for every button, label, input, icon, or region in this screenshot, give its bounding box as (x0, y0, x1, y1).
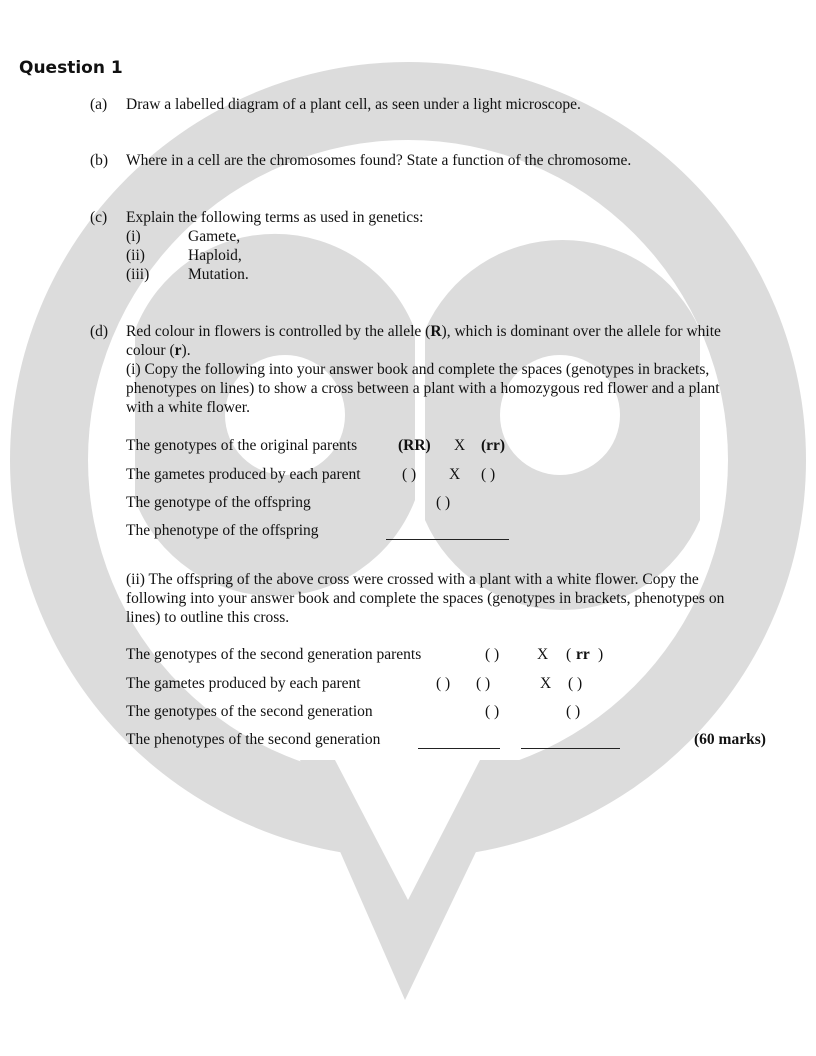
phenotype-blank-line (521, 748, 620, 749)
part-d-ii-text: (ii) The offspring of the above cross were crossed with a plant with a white flower. Copy the following into your answer book and complete the spaces (genotypes in brackets, phenotypes on lines) to outline this cross. (126, 571, 725, 626)
phenotype-blank-line (386, 539, 509, 540)
part-a-text: Draw a labelled diagram of a plant cell, as seen under a light microscope. (126, 96, 581, 113)
phenotype-blank-line (418, 748, 500, 749)
cross1-row-parents: The genotypes of the original parents (RR) X (rr) (126, 437, 506, 454)
part-d-label: (d) (90, 323, 109, 340)
allele-recessive: r (174, 342, 182, 359)
cross2-row-parents: The genotypes of the second generation parents ( ) X ( rr ) (126, 646, 604, 663)
term-number: (i) (126, 228, 141, 245)
part-d-intro: Red colour in flowers is controlled by the allele (R), which is dominant over the allele for white colour (r). (126, 323, 721, 359)
part-a-label: (a) (90, 96, 108, 113)
term-mutation: Mutation. (188, 266, 249, 283)
part-b-label: (b) (90, 152, 109, 169)
term-number: (iii) (126, 266, 150, 283)
cross2-row-genotypes: The genotypes of the second generation ( ) ( ) (126, 703, 581, 720)
marks-label: (60 marks) (694, 731, 766, 748)
allele-dominant: R (430, 323, 442, 340)
part-d-i-text: (i) Copy the following into your answer book and complete the spaces (genotypes in brackets, phenotypes on lines) to show a cross between a plant with a homozygous red flower and a plant with a white flower. (126, 361, 720, 416)
term-gamete: Gamete, (188, 228, 241, 245)
cross1-row-gametes: The gametes produced by each parent ( ) X ( ) (126, 466, 496, 483)
cross2-row-gametes: The gametes produced by each parent ( ) ( ) X ( ) (126, 675, 583, 692)
cross2-row-phenotypes: The phenotypes of the second generation (126, 731, 381, 748)
cross1-row-offspring-genotype: The genotype of the offspring ( ) (126, 494, 451, 511)
cross1-row-offspring-phenotype: The phenotype of the offspring (126, 522, 319, 539)
term-number: (ii) (126, 247, 145, 264)
part-b-text: Where in a cell are the chromosomes found? State a function of the chromosome. (126, 152, 632, 169)
term-haploid: Haploid, (188, 247, 242, 264)
question-title: Question 1 (19, 58, 123, 78)
part-c-label: (c) (90, 209, 108, 226)
part-c-text: Explain the following terms as used in genetics: (126, 209, 424, 226)
